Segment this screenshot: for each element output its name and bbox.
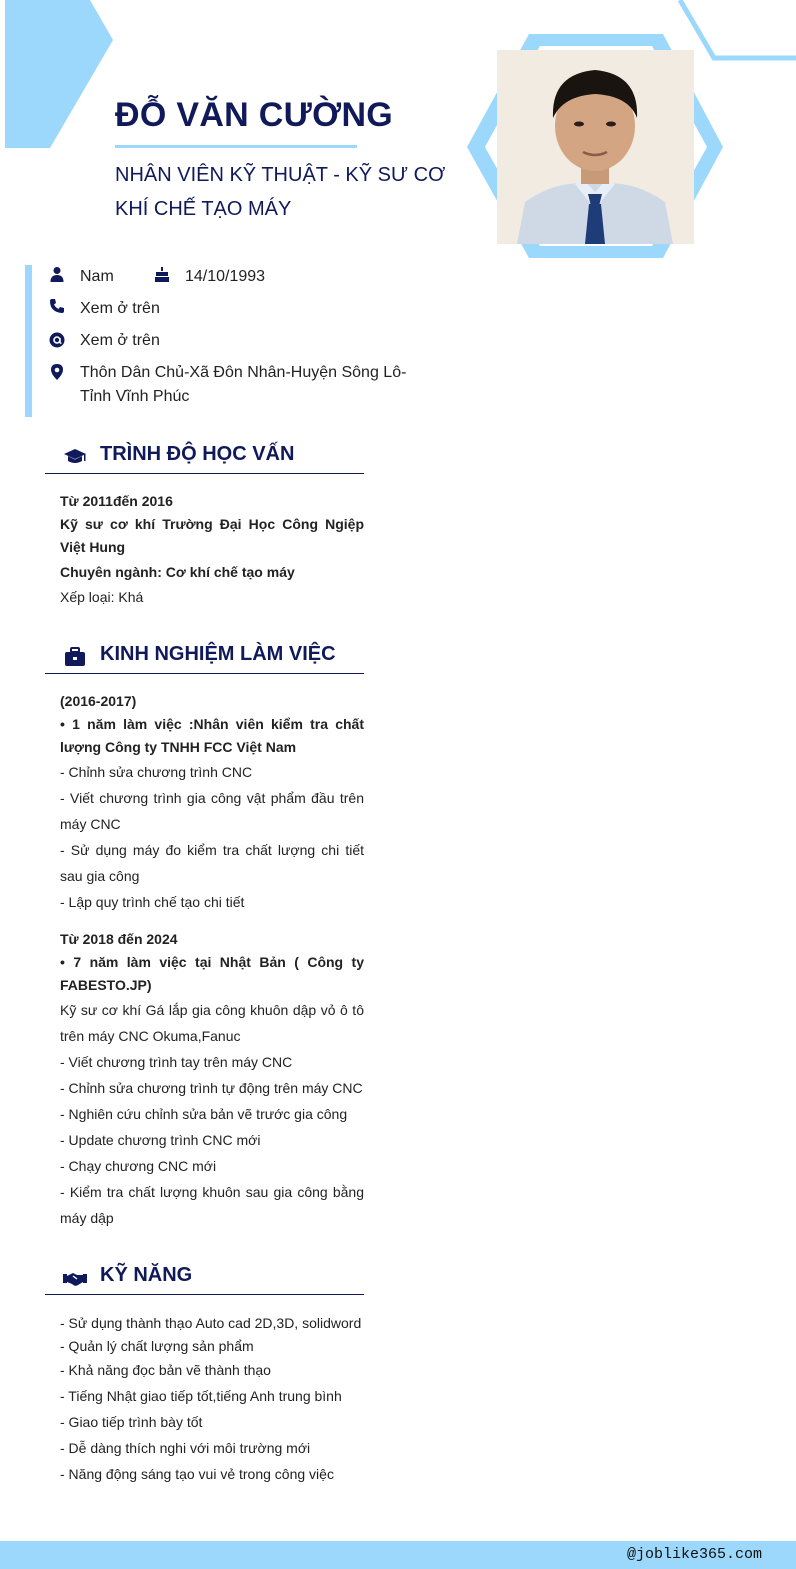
job-duty: - Lập quy trình chế tạo chi tiết [60, 894, 245, 910]
job-duty: - Update chương trình CNC mới [60, 1132, 261, 1148]
location-pin-icon [49, 364, 65, 380]
job-period: (2016-2017) [60, 693, 137, 709]
candidate-name: ĐỖ VĂN CƯỜNG [115, 96, 394, 134]
email-value: Xem ở trên [80, 332, 160, 349]
job-duty: - Viết chương trình gia công vật phẩm đầu trên máy CNC [60, 790, 364, 832]
education-title: TRÌNH ĐỘ HỌC VẤN [100, 443, 295, 465]
skill-item: - Dễ dàng thích nghi với môi trường mới [60, 1440, 311, 1456]
contact-accent-bar [25, 265, 32, 417]
birthday-cake-icon [154, 266, 170, 282]
phone-value: Xem ở trên [80, 300, 160, 317]
education-entry [60, 490, 364, 610]
job-duty: - Sử dụng máy đo kiểm tra chất lượng chi tiết sau gia công [60, 842, 364, 884]
briefcase-icon [63, 647, 87, 667]
skill-item: - Giao tiếp trình bày tốt [60, 1414, 203, 1430]
education-major: Chuyên ngành: Cơ khí chế tạo máy [60, 564, 295, 580]
profile-photo [467, 34, 725, 260]
education-period: Từ 2011đến 2016 [60, 493, 173, 509]
experience-section-header [45, 645, 364, 674]
job-duty: - Chạy chương CNC mới [60, 1158, 217, 1174]
job-duty: - Chỉnh sửa chương trình tự động trên máy CNC [60, 1080, 363, 1096]
skill-item: - Quản lý chất lượng sản phẩm [60, 1338, 254, 1354]
skill-item: - Khả năng đọc bản vẽ thành thạo [60, 1362, 271, 1378]
gender-value: Nam [80, 268, 114, 285]
site-watermark: @joblike365.com [626, 1546, 762, 1563]
education-section-header [45, 445, 364, 474]
corner-decoration [0, 0, 115, 150]
job-heading: • 7 năm làm việc tại Nhật Bản ( Công ty FABESTO.JP) [60, 954, 364, 993]
job-period: Từ 2018 đến 2024 [60, 931, 178, 947]
job-duty: - Nghiên cứu chỉnh sửa bản vẽ trước gia công [60, 1106, 348, 1122]
skill-item: - Năng động sáng tạo vui vẻ trong công việc [60, 1466, 334, 1482]
handshake-icon [63, 1268, 87, 1288]
job-heading: • 1 năm làm việc :Nhân viên kiểm tra chất lượng Công ty TNHH FCC Việt Nam [60, 716, 364, 755]
job-duty: - Chỉnh sửa chương trình CNC [60, 764, 253, 780]
job-duty: - Kiểm tra chất lượng khuôn sau gia công bằng máy dập [60, 1184, 364, 1226]
skills-list [60, 1311, 364, 1487]
experience-title: KINH NGHIỆM LÀM VIỆC [100, 643, 336, 665]
education-grade: Xếp loại: Khá [60, 589, 144, 605]
birthday-value: 14/10/1993 [185, 268, 266, 285]
skill-item: - Sử dụng thành thạo Auto cad 2D,3D, solidword [60, 1315, 362, 1331]
job-duty: - Viết chương trình tay trên máy CNC [60, 1054, 293, 1070]
job-title: NHÂN VIÊN KỸ THUẬT - KỸ SƯ CƠ KHÍ CHẾ TẠO MÁY [115, 164, 446, 220]
address-value: Thôn Dân Chủ-Xã Đôn Nhân-Huyện Sông Lô-Tỉnh Vĩnh Phúc [80, 364, 407, 405]
name-underline [115, 145, 357, 148]
skills-section-header [45, 1266, 364, 1295]
graduation-cap-icon [63, 447, 87, 467]
skills-title: KỸ NĂNG [100, 1264, 193, 1286]
user-icon [49, 266, 65, 282]
footer-bar [0, 1541, 796, 1569]
experience-list [60, 690, 364, 1231]
job-duty: Kỹ sư cơ khí Gá lắp gia công khuôn dập vỏ ô tô trên máy CNC Okuma,Fanuc [60, 1002, 364, 1044]
skill-item: - Tiếng Nhật giao tiếp tốt,tiếng Anh trung bình [60, 1388, 342, 1404]
phone-icon [49, 298, 65, 314]
email-icon [49, 332, 65, 348]
education-school: Kỹ sư cơ khí Trường Đại Học Công Ngiệp Việt Hung [60, 516, 364, 555]
